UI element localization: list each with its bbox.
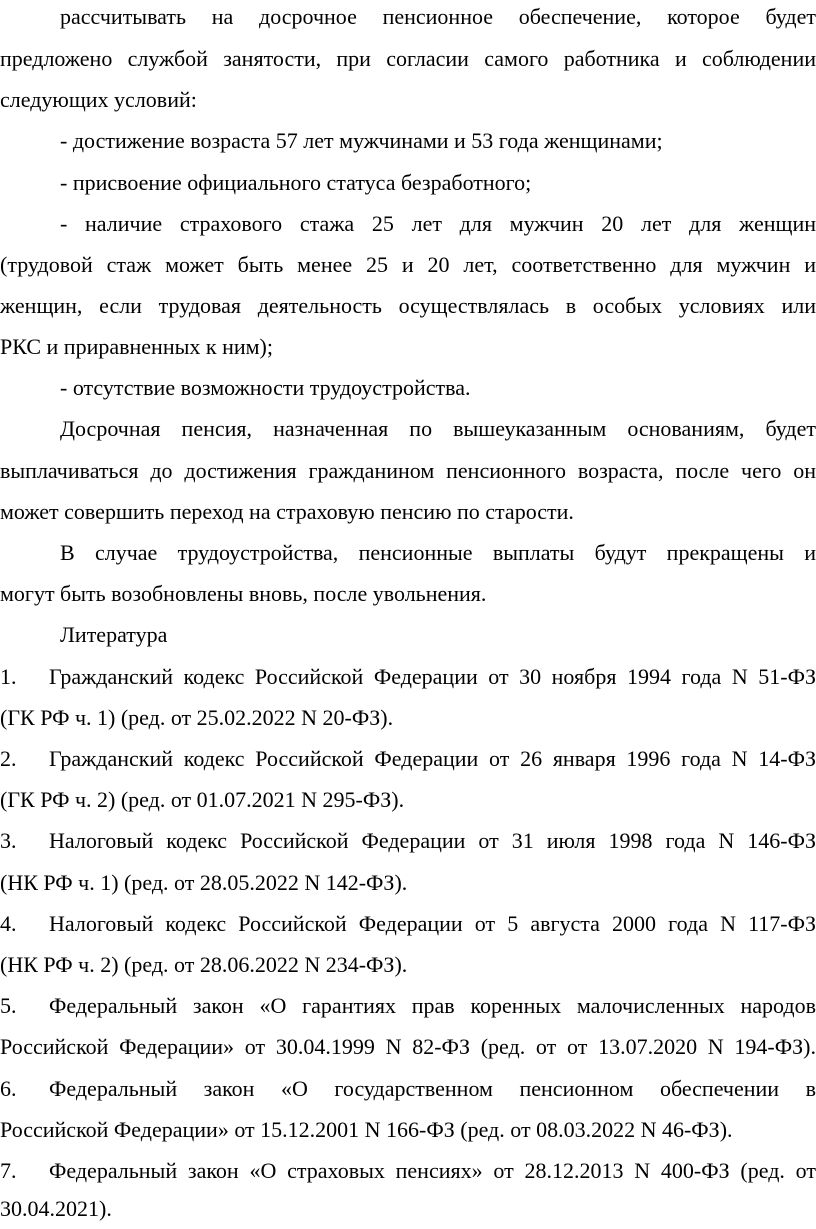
condition-insurance-record-line-3: женщин, если трудовая деятельность осуществлялась в особых условиях или	[0, 293, 816, 318]
reference-item-5	[0, 985, 816, 1026]
reference-text-line-1: Гражданский кодекс Российской Федерации от 30 ноября 1994 года N 51-ФЗ	[49, 664, 816, 689]
references-heading: Литература	[60, 622, 168, 647]
reference-text-line-1: Федеральный закон «О страховых пенсиях» от 28.12.2013 N 400-ФЗ (ред. от	[49, 1158, 816, 1183]
reference-text-line-1: Федеральный закон «О государственном пенсионном обеспечении в	[49, 1076, 816, 1101]
reference-text-line-2: (ГК РФ ч. 2) (ред. от 01.07.2021 N 295-ФЗ).	[0, 787, 405, 812]
reference-text-line-1: Гражданский кодекс Российской Федерации от 26 января 1996 года N 14-ФЗ	[49, 746, 816, 771]
condition-age: - достижение возраста 57 лет мужчинами и 53 года женщинами;	[60, 128, 663, 153]
reference-number: 5.	[0, 993, 17, 1018]
reference-number: 7.	[0, 1158, 17, 1183]
condition-no-employment: - отсутствие возможности трудоустройства.	[60, 375, 471, 400]
reference-text-line-1: Налоговый кодекс Российской Федерации от 5 августа 2000 года N 117-ФЗ	[49, 911, 816, 936]
reference-number: 1.	[0, 664, 17, 689]
paragraph-3-line-2: могут быть возобновлены вновь, после увольнения.	[0, 581, 487, 606]
paragraph-1-line-1: рассчитывать на досрочное пенсионное обеспечение, которое будет	[60, 4, 816, 29]
paragraph-1-line-2: предложено службой занятости, при согласии самого работника и соблюдении	[0, 46, 816, 71]
reference-text-line-2: Российской Федерации» от 15.12.2001 N 166-ФЗ (ред. от 08.03.2022 N 46-ФЗ).	[0, 1117, 733, 1142]
reference-text-line-2: 30.04.2021).	[0, 1196, 112, 1221]
reference-item-1	[0, 656, 816, 697]
reference-number: 2.	[0, 746, 17, 771]
reference-item-7	[0, 1150, 816, 1191]
reference-number: 3.	[0, 828, 17, 853]
reference-text-line-2: (ГК РФ ч. 1) (ред. от 25.02.2022 N 20-ФЗ).	[0, 705, 394, 730]
reference-text-line-1: Федеральный закон «О гарантиях прав коренных малочисленных народов	[49, 993, 816, 1018]
reference-text-line-2: (НК РФ ч. 2) (ред. от 28.06.2022 N 234-ФЗ).	[0, 952, 408, 977]
reference-item-6	[0, 1068, 816, 1109]
paragraph-1-line-3: следующих условий:	[0, 87, 197, 112]
reference-text-line-2: (НК РФ ч. 1) (ред. от 28.05.2022 N 142-ФЗ).	[0, 870, 408, 895]
reference-item-4	[0, 903, 816, 944]
condition-insurance-record-line-1: - наличие страхового стажа 25 лет для мужчин 20 лет для женщин	[60, 211, 816, 236]
reference-item-3	[0, 820, 816, 861]
paragraph-2-line-1: Досрочная пенсия, назначенная по вышеуказанным основаниям, будет	[60, 416, 816, 441]
paragraph-2-line-2: выплачиваться до достижения гражданином пенсионного возраста, после чего он	[0, 458, 816, 483]
paragraph-2-line-3: может совершить переход на страховую пенсию по старости.	[0, 499, 574, 524]
reference-number: 4.	[0, 911, 17, 936]
reference-text-line-1: Налоговый кодекс Российской Федерации от 31 июля 1998 года N 146-ФЗ	[49, 828, 816, 853]
reference-text-line-2: Российской Федерации» от 30.04.1999 N 82-ФЗ (ред. от от 13.07.2020 N 194-ФЗ).	[0, 1034, 816, 1059]
condition-insurance-record-line-2: (трудовой стаж может быть менее 25 и 20 лет, соответственно для мужчин и	[0, 252, 816, 277]
paragraph-3-line-1: В случае трудоустройства, пенсионные выплаты будут прекращены и	[60, 540, 816, 565]
reference-item-2	[0, 738, 816, 779]
reference-number: 6.	[0, 1076, 17, 1101]
condition-insurance-record-line-4: РКС и приравненных к ним);	[0, 334, 273, 359]
condition-unemployed-status: - присвоение официального статуса безработного;	[60, 170, 532, 195]
